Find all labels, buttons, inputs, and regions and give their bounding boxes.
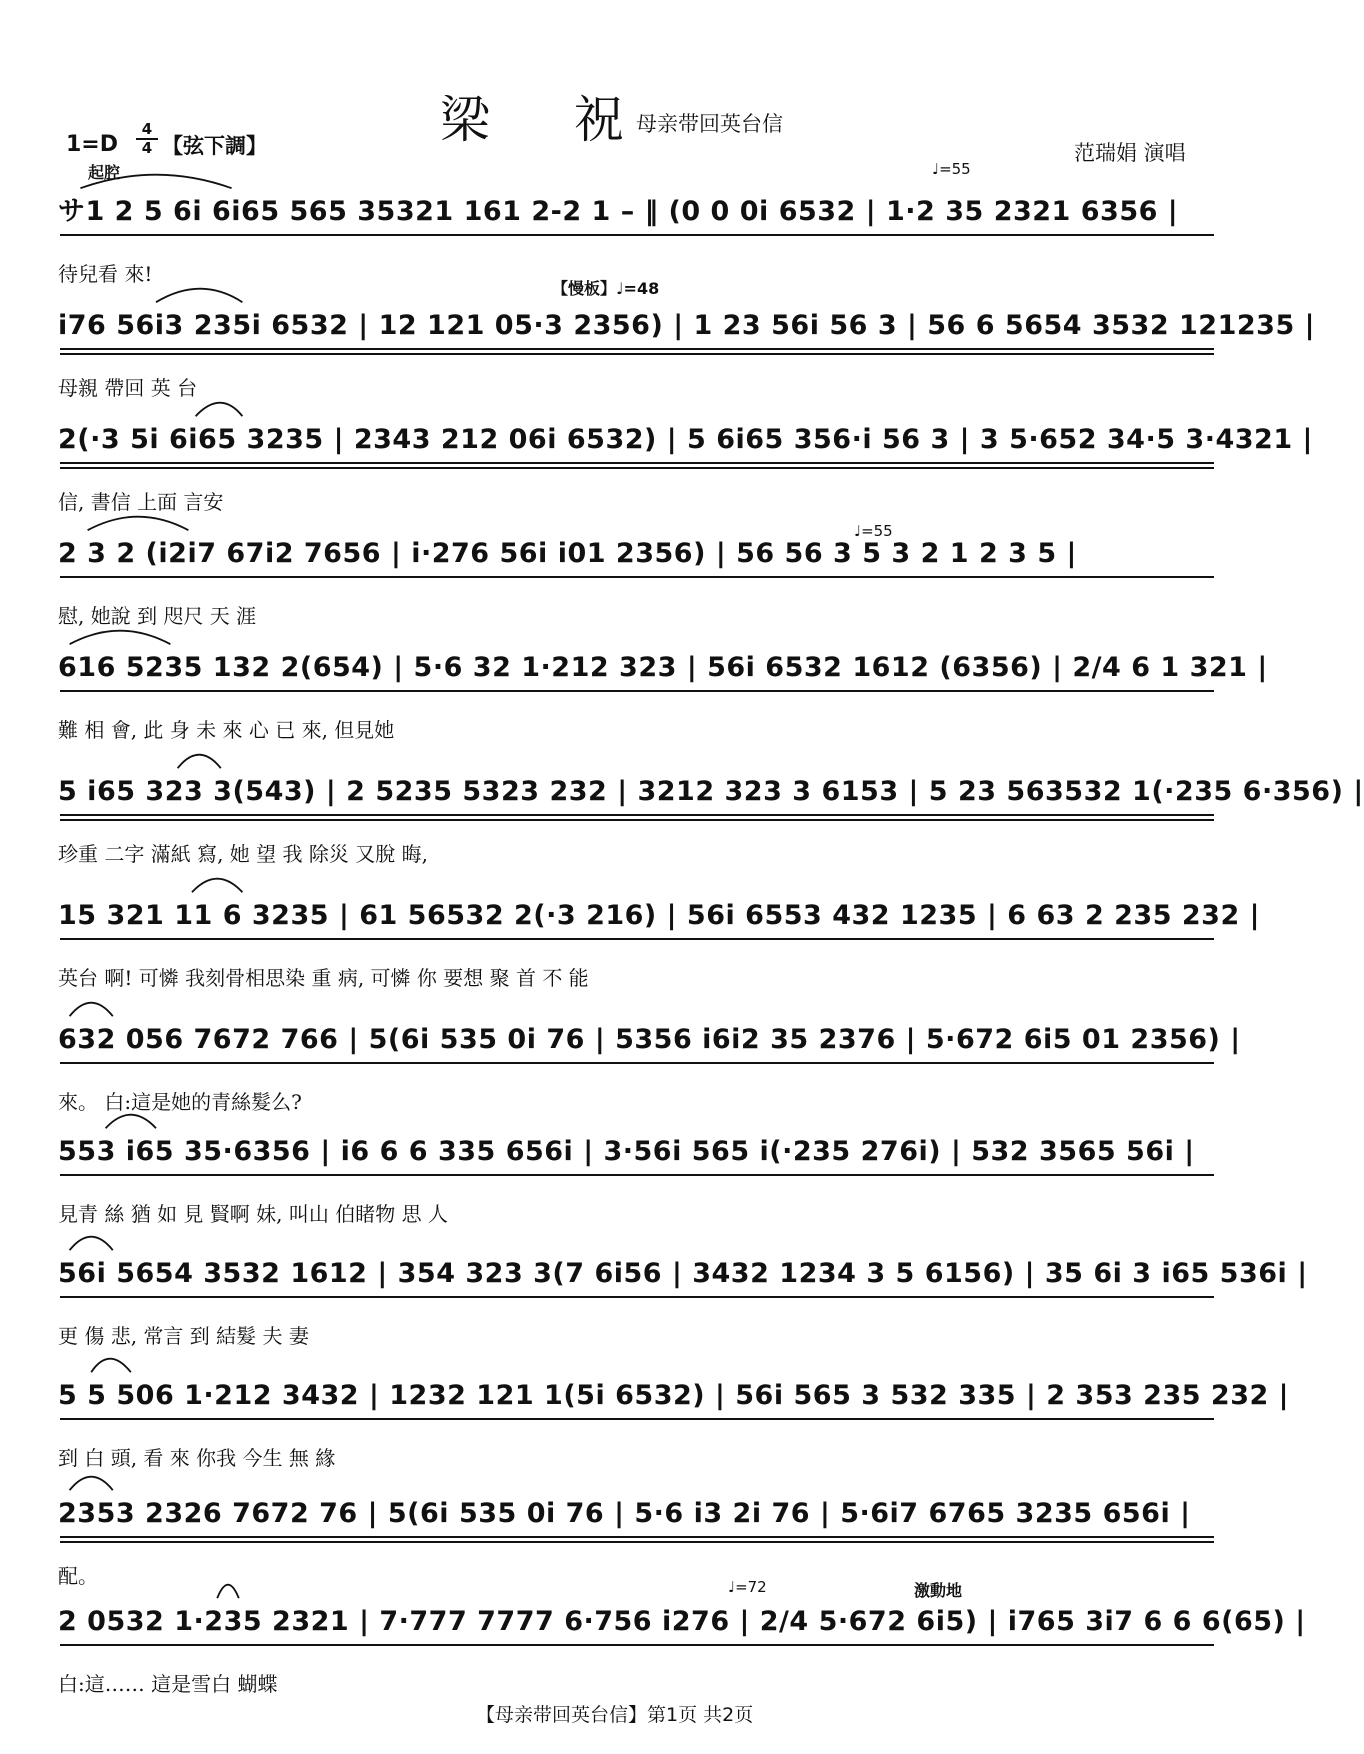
notation-line: 2 3 2 (i2i7 67i2 7656 | i·276 56i i01 2356) | 56 56 3 5 3 2 1 2 3 5 |: [58, 538, 1077, 569]
underline-beam-2: [60, 819, 1214, 821]
underline-beam-2: [60, 1541, 1214, 1543]
lyrics-line: 來。 白:這是她的青絲髮么?: [58, 1090, 302, 1114]
meter-bottom: 4: [141, 139, 153, 157]
slur-line: [66, 876, 246, 894]
underline-beam: [60, 1296, 1214, 1298]
key-signature: 1=D: [66, 132, 119, 157]
notation-line: 2 0532 1·235 2321 | 7·777 7777 6·756 i276 | 2/4 5·672 6i5) | i765 3i7 6 6 6(65) |: [58, 1606, 1306, 1637]
page-footer: 【母亲带回英台信】第1页 共2页: [476, 1704, 754, 1726]
slur-line: [66, 1112, 246, 1130]
lyrics-line: 見青 絲 猶 如 見 賢啊 妹, 叫山 伯睹物 思 人: [58, 1202, 448, 1226]
mode-label: 【弦下調】: [162, 134, 267, 158]
page-subtitle: 母亲带回英台信: [636, 112, 783, 136]
notation-line: 56i 5654 3532 1612 | 354 323 3(7 6i56 | 3432 1234 3 5 6156) | 35 6i 3 i65 536i |: [58, 1258, 1308, 1289]
underline-beam: [60, 1174, 1214, 1176]
page-title: 梁 祝: [440, 91, 658, 149]
mark-jidong: 激動地: [914, 1581, 963, 1600]
notation-line: i76 56i3 235i 6532 | 12 121 05·3 2356) | 1 23 56i 56 3 | 56 6 5654 3532 121235 |: [58, 310, 1316, 341]
mark-manban: 【慢板】♩=48: [552, 279, 660, 298]
notation-line: 632 056 7672 766 | 5(6i 535 0i 76 | 5356 i6i2 35 2376 | 5·672 6i5 01 2356) |: [58, 1024, 1241, 1055]
lyrics-line: 珍重 二字 滿紙 寫, 她 望 我 除災 又脫 晦,: [58, 842, 428, 866]
slur-line: [66, 172, 246, 190]
underline-beam: [60, 576, 1214, 578]
meter-top: 4: [136, 121, 158, 140]
lyrics-line: 白:這…… 這是雪白 蝴蝶: [58, 1672, 278, 1696]
notation-line: 2(·3 5i 6i65 3235 | 2343 212 06i 6532) | 5 6i65 356·i 56 3 | 3 5·652 34·5 3·4321 |: [58, 424, 1313, 455]
slur-line: [66, 1582, 246, 1600]
lyrics-line: 信, 書信 上面 言安: [58, 490, 224, 514]
lyrics-line: 母親 帶回 英 台: [58, 376, 198, 400]
time-signature: [136, 121, 158, 157]
slur-line: [66, 514, 246, 532]
underline-beam-2: [60, 467, 1214, 469]
notation-line: 5 5 506 1·212 3432 | 1232 121 1(5i 6532) | 56i 565 3 532 335 | 2 353 235 232 |: [58, 1380, 1290, 1411]
notation-line: 2353 2326 7672 76 | 5(6i 535 0i 76 | 5·6 i3 2i 76 | 5·6i7 6765 3235 656i |: [58, 1498, 1191, 1529]
slur-line: [66, 400, 246, 418]
underline-beam: [60, 814, 1214, 816]
slur-line: [66, 1474, 246, 1492]
underline-beam: [60, 1644, 1214, 1646]
slur-line: [66, 628, 246, 646]
lyrics-line: 英台 啊! 可憐 我刻骨相思染 重 病, 可憐 你 要想 聚 首 不 能: [58, 966, 589, 990]
underline-beam: [60, 1418, 1214, 1420]
notation-line: 616 5235 132 2(654) | 5·6 32 1·212 323 | 56i 6532 1612 (6356) | 2/4 6 1 321 |: [58, 652, 1268, 683]
slur-line: [66, 752, 246, 770]
notation-line: 553 i65 35·6356 | i6 6 6 335 656i | 3·56i 565 i(·235 276i) | 532 3565 56i |: [58, 1136, 1195, 1167]
underline-beam: [60, 234, 1214, 236]
performer-credit: 范瑞娟 演唱: [1074, 141, 1186, 165]
lyrics-line: 到 白 頭, 看 來 你我 今生 無 緣: [58, 1446, 336, 1470]
underline-beam: [60, 1536, 1214, 1538]
notation-line: サ1 2 5 6i 6i65 565 35321 161 2-2 1 – ‖ (0 0 0i 6532 | 1·2 35 2321 6356 |: [58, 196, 1179, 227]
slur-line: [66, 1356, 246, 1374]
notation-line: 15 321 11 6 3235 | 61 56532 2(·3 216) | 56i 6553 432 1235 | 6 63 2 235 232 |: [58, 900, 1261, 931]
notation-line: 5 i65 323 3(543) | 2 5235 5323 232 | 3212 323 3 6153 | 5 23 563532 1(·235 6·356) |: [58, 776, 1364, 807]
mark-tempo-55-b: ♩=55: [854, 522, 893, 540]
mark-tempo-55-a: ♩=55: [932, 160, 971, 178]
lyrics-line: 難 相 會, 此 身 未 來 心 已 來, 但見她: [58, 718, 395, 742]
mark-qiqiang: 起腔: [88, 163, 121, 182]
underline-beam: [60, 938, 1214, 940]
lyrics-line: 慰, 她說 到 咫尺 天 涯: [58, 604, 257, 628]
lyrics-line: 更 傷 悲, 常言 到 結髮 夫 妻: [58, 1324, 309, 1348]
underline-beam: [60, 348, 1214, 350]
mark-tempo-72: ♩=72: [728, 1578, 767, 1596]
slur-line: [66, 286, 246, 304]
slur-line: [66, 1234, 246, 1252]
lyrics-line: 配。: [58, 1564, 98, 1588]
slur-line: [66, 1000, 246, 1018]
underline-beam: [60, 690, 1214, 692]
underline-beam: [60, 1062, 1214, 1064]
lyrics-line: 待兒看 來!: [58, 262, 153, 286]
underline-beam-2: [60, 353, 1214, 355]
underline-beam: [60, 462, 1214, 464]
